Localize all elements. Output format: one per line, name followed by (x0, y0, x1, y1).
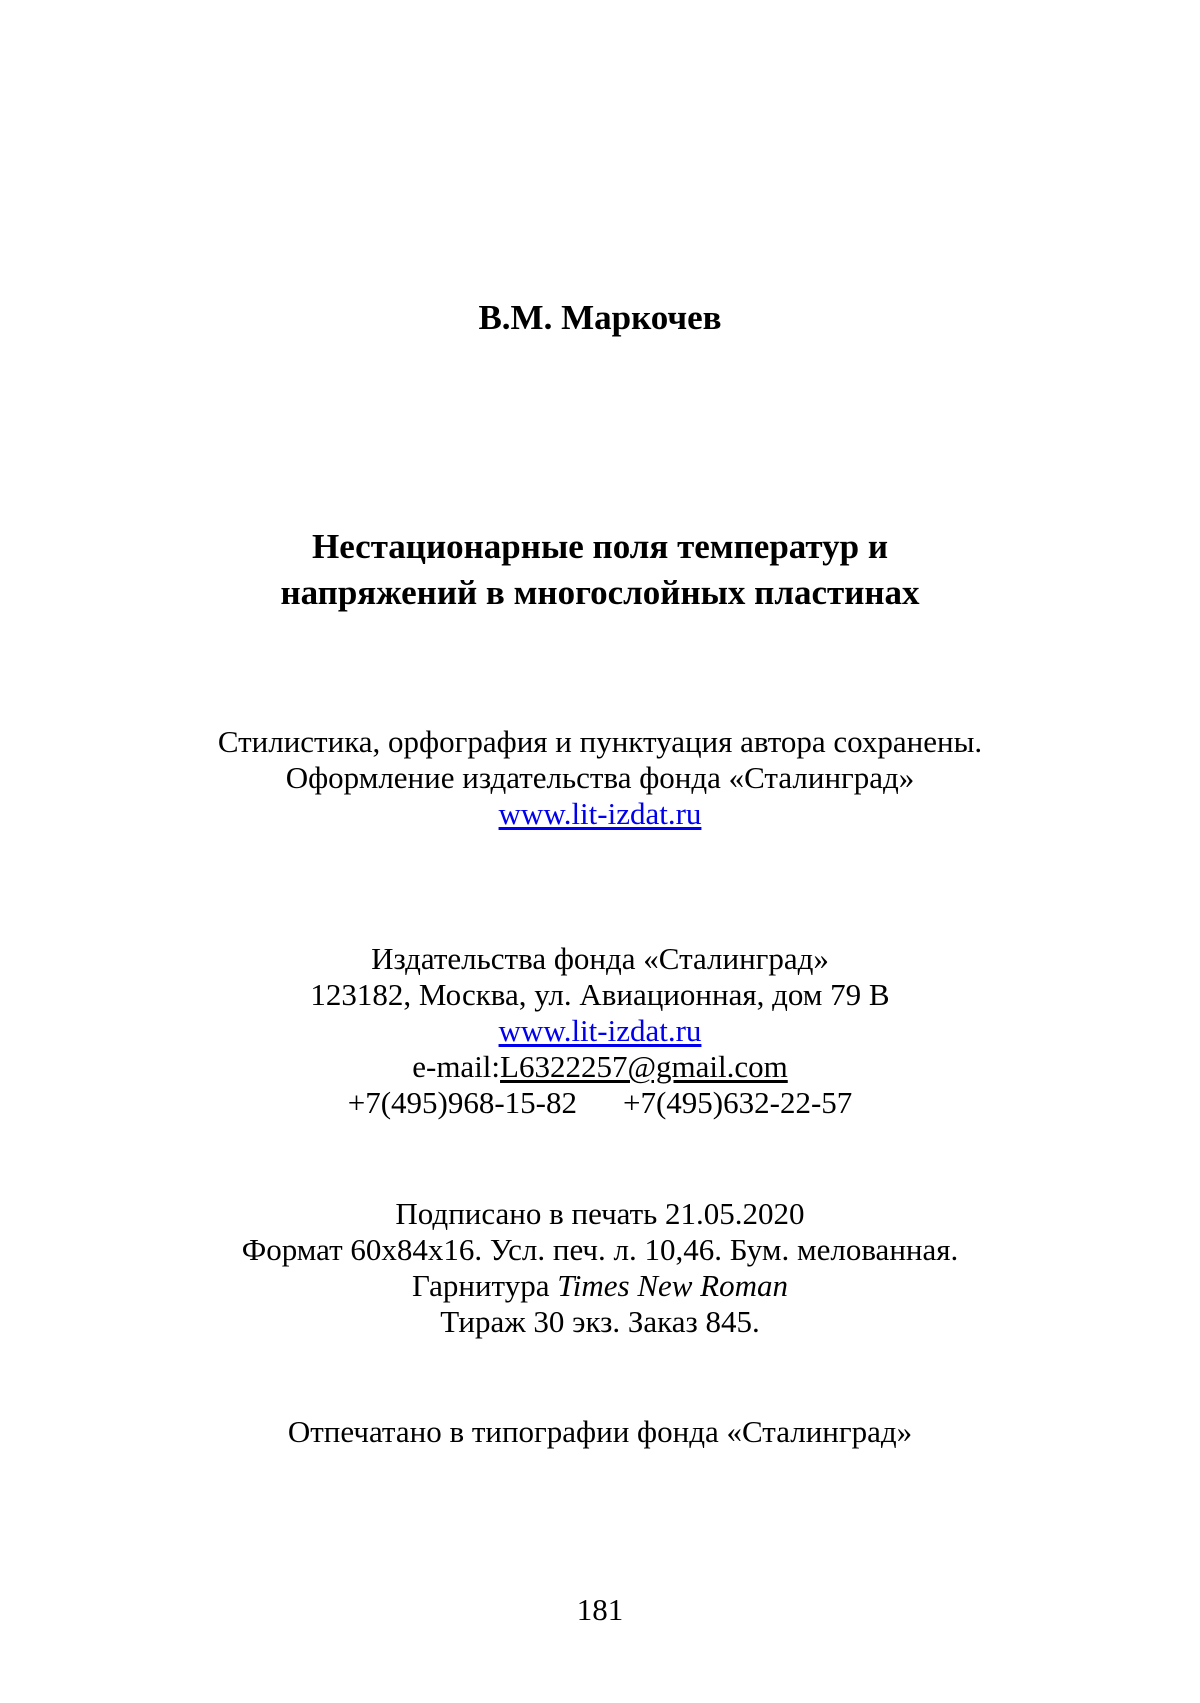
book-title-line-1: Нестационарные поля температур и (311, 527, 889, 566)
publisher-website-line (0, 1013, 1200, 1049)
typeface-line (0, 1268, 1200, 1304)
design-note: Оформление издательства фонда «Сталинград» (285, 760, 915, 795)
typeface-label: Гарнитура (411, 1268, 558, 1303)
style-note: Стилистика, орфография и пунктуация автора сохранены. (217, 724, 983, 759)
publisher-phones (0, 1085, 1200, 1121)
signed-date: Подписано в печать 21.05.2020 (395, 1196, 805, 1231)
website-link[interactable]: www.lit-izdat.ru (498, 796, 702, 831)
publisher-name: Издательства фонда «Сталинград» (371, 941, 829, 976)
print-format: Формат 60x84x16. Усл. печ. л. 10,46. Бум. мелованная. (241, 1232, 959, 1267)
notes-website-line (0, 796, 1200, 832)
publisher-website-link[interactable]: www.lit-izdat.ru (498, 1013, 702, 1048)
print-run: Тираж 30 экз. Заказ 845. (440, 1304, 760, 1339)
email-link[interactable]: L6322257@gmail.com (500, 1049, 788, 1084)
page-number: 181 (576, 1592, 624, 1627)
publisher-address: 123182, Москва, ул. Авиационная, дом 79 В (310, 977, 890, 1012)
publisher-email-line (0, 1049, 1200, 1085)
typeface-name: Times New Roman (557, 1268, 789, 1303)
author-name: В.М. Маркочев (478, 298, 722, 337)
phone-1: +7(495)968-15-82 (347, 1085, 577, 1120)
phone-2: +7(495)632-22-57 (623, 1085, 853, 1120)
email-label: e-mail: (412, 1049, 501, 1084)
book-title-line-2: напряжений в многослойных пластинах (280, 573, 920, 612)
printed-note: Отпечатано в типографии фонда «Сталинград» (287, 1414, 913, 1449)
